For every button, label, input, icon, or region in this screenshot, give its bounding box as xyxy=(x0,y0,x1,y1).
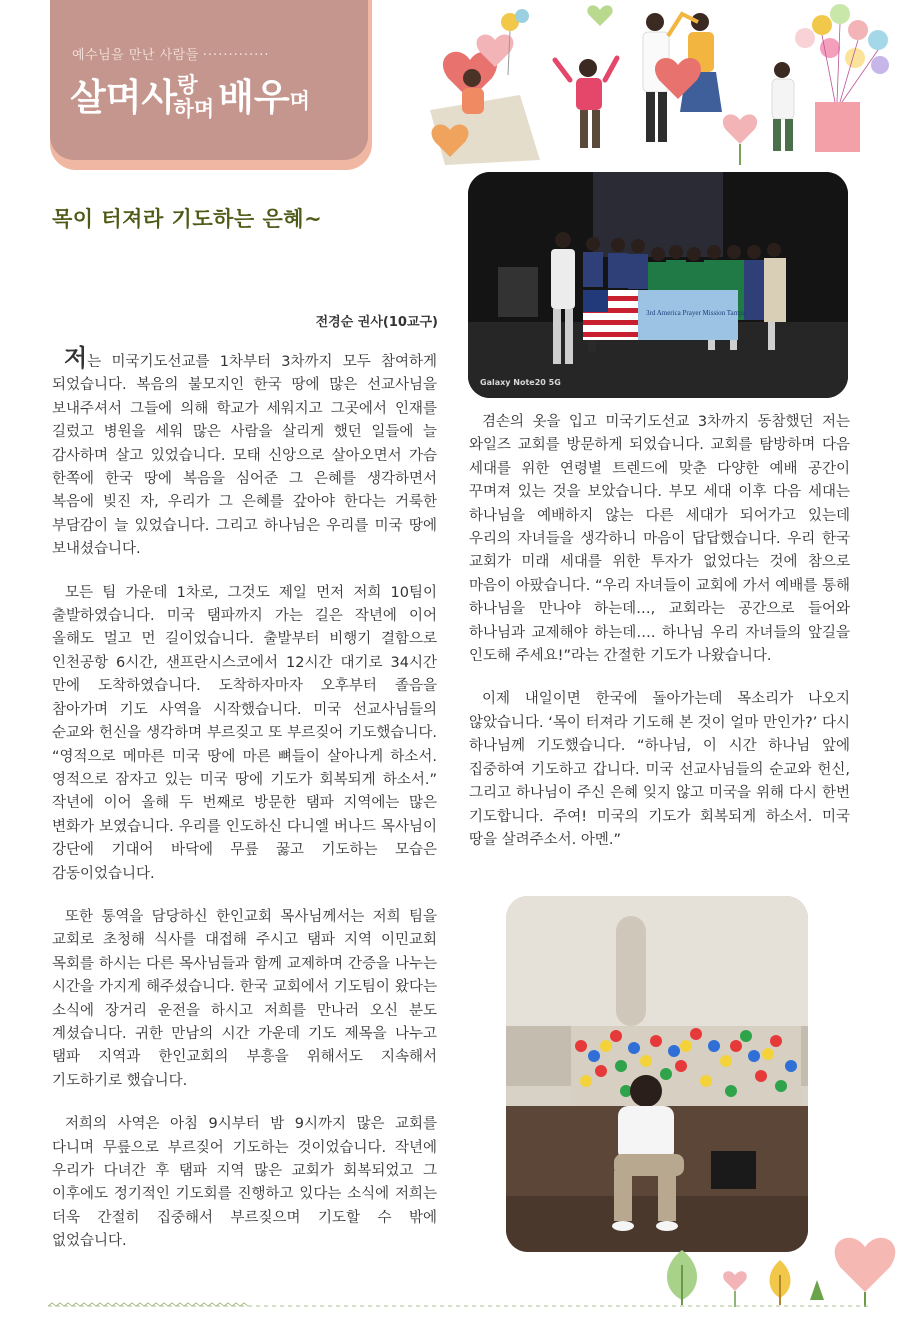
group-photo-image xyxy=(468,172,848,398)
paragraph: 이제 내일이면 한국에 돌아가는데 목소리가 나오지 않았습니다. ‘목이 터져라 기도해 본 것이 얼마 만인가?’ 다시 하나님께 기도했습니다. “하나님, 이 시간 하나님 앞에 집중하여 기도하고 갑니다. 미국 선교사님들의 순교와 헌신, 그리고 하나님이 주신 은혜 잊지 않고 미국을 위해 다시 한번 기도합니다. 주여! 미국의 기도가 회복되게 하소서. 미국 땅을 살려주소서. 아멘.” xyxy=(469,691,850,848)
title-part-1: 살며 xyxy=(70,76,142,119)
paragraph: 겸손의 옷을 입고 미국기도선교 3차까지 동참했던 저는 와일즈 교회를 방문하게 되었습니다. 교회를 탐방하며 다음 세대를 위한 연령별 트렌드에 맞춘 다양한 예배 공간이 꾸며져 있는 것을 보았습니다. 부모 세대 이후 다음 세대는 하나님을 예배하지 않는 다른 세대가 되어가고 있는데 우리의 자녀들을 생각하니 마음이 답답했습니다. 우리 한국 교회가 미래 세대를 위한 투자가 없었다는 것에 참으로 마음이 아팠습니다. “우리 자녀들이 교회에 가서 예배를 통해 하나님을 만나야 하는데…, 교회라는 공간으로 들어와 하나님과 교제해야 하는데…. 하나님 우리 자녀들의 앞길을 인도해 주세요!”라는 간절한 기도가 나왔습니다. xyxy=(469,414,850,665)
series-label-text: 예수님을 만난 사람들 xyxy=(72,48,199,63)
title-part-4: 하며 xyxy=(173,97,215,121)
series-label xyxy=(72,44,270,63)
title-part-6: 우 xyxy=(253,76,290,119)
seated-photo-image xyxy=(506,896,808,1252)
banner-text: 3rd America Prayer Mission Tampa xyxy=(646,309,746,317)
paragraph xyxy=(52,344,437,562)
drop-cap: 저 xyxy=(64,344,88,372)
article-title: 목이 터져라 기도하는 은혜~ xyxy=(52,207,323,231)
header-illustration xyxy=(410,0,900,170)
series-title xyxy=(70,73,310,142)
footer-leaves-decoration xyxy=(650,1235,900,1310)
paragraph: 또한 통역을 담당하신 한인교회 목사님께서는 저희 팀을 교회로 초청해 식사를 대접해 주시고 탬파 지역 이민교회 목회를 하시는 다른 목사님들과 함께 교제하며 간증을 나누는 시간을 가지게 해주셨습니다. 한국 교회에서 기도팀이 왔다는 소식에 장거리 운전을 하시고 저희를 만나러 오신 분도 계셨습니다. 귀한 만남의 시간 가운데 기도 제목을 나누고 탬파 지역과 한인교회의 부흥을 위해서도 지속해서 기도하기로 했습니다. xyxy=(52,908,437,1089)
article-column-left xyxy=(52,344,437,1274)
title-part-2: 사 xyxy=(141,76,178,119)
paragraph: 저희의 사역은 아침 9시부터 밤 9시까지 많은 교회를 다니며 무릎으로 부르짖어 기도하는 것이었습니다. 작년에 우리가 다녀간 후 탬파 지역 많은 교회가 회복되었고 그 이후에도 정기적인 기도회를 진행하고 있다는 소식에 저희는 더욱 간절히 집중해서 부르짖으며 기도할 수 밖에 없었습니다. xyxy=(52,1116,437,1250)
title-part-7: 며 xyxy=(289,89,310,113)
article-author: 전경순 권사(10교구) xyxy=(315,315,438,330)
group-photo xyxy=(468,172,848,398)
title-part-5: 배 xyxy=(218,76,254,119)
paragraph: 모든 팀 가운데 1차로, 그것도 제일 먼저 저희 10팀이 출발하였습니다. 미국 탬파까지 가는 길은 작년에 이어 올해도 멀고 먼 길이었습니다. 출발부터 비행기 결함으로 인천공항 6시간, 샌프란시스코에서 12시간 대기로 34시간 만에 도착하였습니다. 도착하자마자 오후부터 졸음을 참아가며 기도 사역을 시작했습니다. 미국 선교사님들의 순교와 헌신을 생각하며 부르짖고 또 부르짖어 기도했습니다. “영적으로 메마른 미국 땅에 마른 뼈들이 살아나게 하소서. 영적으로 잠자고 있는 미국 땅에 기도가 회복되게 하소서.” 작년에 이어 올해 두 번째로 방문한 탬파 지역에는 많은 변화가 보였습니다. 우리를 인도하신 다니엘 버나드 목사님이 강단에 기대어 바닥에 무릎 꿇고 기도하는 모습은 감동이었습니다. xyxy=(52,584,437,882)
article-column-right xyxy=(469,411,850,872)
footer-divider xyxy=(48,1302,868,1310)
camera-caption: Galaxy Note20 5G xyxy=(480,378,561,387)
title-part-3: 랑 xyxy=(177,73,198,97)
paragraph-text: 는 미국기도선교를 1차부터 3차까지 모두 참여하게 되었습니다. 복음의 불모지인 한국 땅에 많은 선교사님을 보내주셔서 그들에 의해 학교가 세워지고 그곳에서 인재를 길렀고 병원을 세워 많은 사람을 살리게 했던 일들에 늘 감사하며 살고 있었습니다. 모태 신앙으로 살아오면서 가슴 한쪽에 한국 땅에 복음을 심어준 그 은혜를 생각하면서 복음에 빚진 자, 우리가 그 은혜를 갚아야 한다는 거룩한 부담감이 늘 있었습니다. 그리고 하나님은 우리를 미국 땅에 보내셨습니다. xyxy=(52,354,437,558)
series-dots: ············· xyxy=(202,48,270,63)
seated-photo xyxy=(506,896,808,1252)
